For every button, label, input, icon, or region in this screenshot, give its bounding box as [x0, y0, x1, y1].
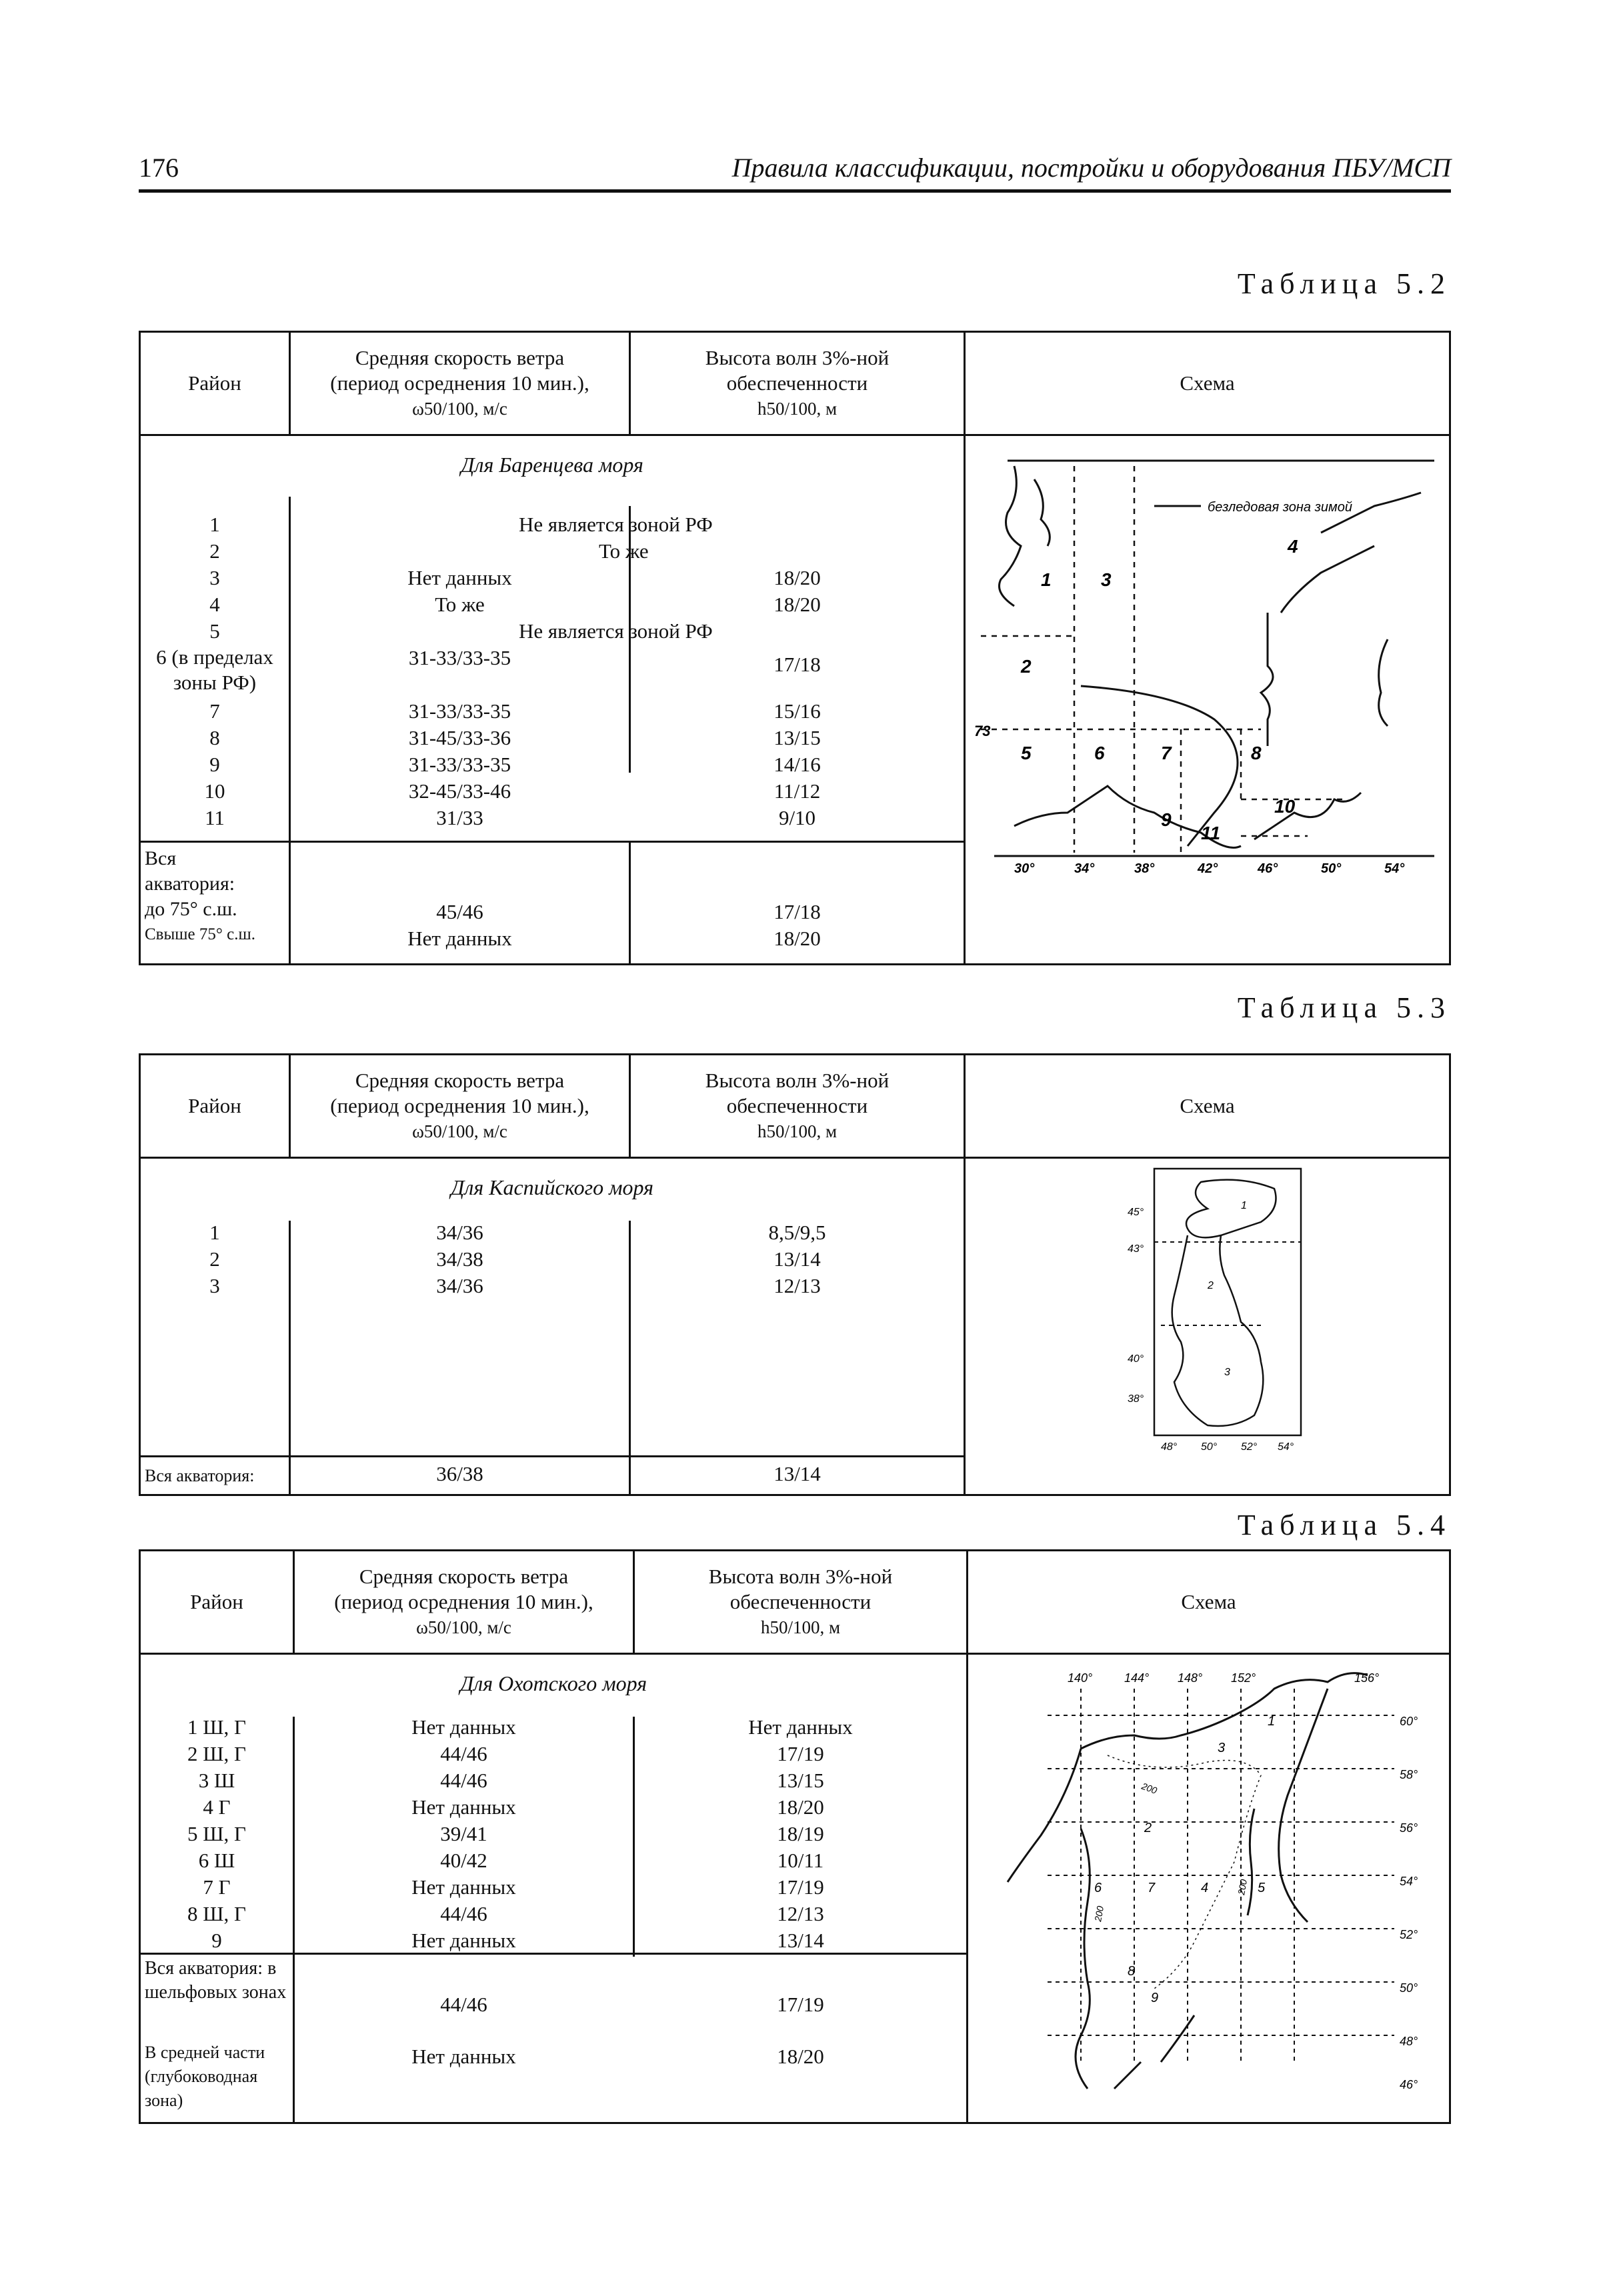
list-item: 5	[209, 619, 220, 643]
list-item: 9	[211, 1929, 222, 1952]
map-label: 2	[1144, 1821, 1152, 1835]
map-lon-label: 46°	[1258, 861, 1278, 876]
map-label: 4	[1288, 536, 1298, 557]
region-list	[141, 1714, 293, 1954]
list-item: 18/20	[773, 566, 821, 589]
list-item: 31-33/33-35	[408, 646, 511, 669]
wave-list	[631, 698, 964, 831]
list-item: 1	[209, 1221, 220, 1244]
list-item: 3	[209, 566, 220, 589]
total-deep-wind: Нет данных	[411, 2045, 516, 2068]
map-lon-label: 48°	[1161, 1441, 1178, 1453]
region-list	[141, 1219, 289, 1299]
map-lon-label: 52°	[1241, 1441, 1258, 1453]
map-label: 8	[1128, 1964, 1136, 1979]
list-item: 2	[209, 539, 220, 563]
map-label: 11	[1201, 823, 1221, 843]
map-depth-label: 200	[1236, 1878, 1250, 1896]
list-item: 15/16	[773, 699, 821, 723]
wind-list	[291, 511, 964, 565]
list-item: 12/13	[777, 1902, 824, 1925]
map-lon-label: 34°	[1074, 861, 1095, 876]
map-lat-label: 46°	[1400, 2078, 1418, 2091]
list-item: 1	[209, 513, 220, 536]
total-region: Вся акватория: до 75° с.ш. Свыше 75° с.ш.	[145, 847, 255, 943]
list-item: Нет данных	[411, 1715, 516, 1739]
list-item: 8,5/9,5	[768, 1221, 826, 1244]
list-item: 8 Ш, Г	[187, 1902, 246, 1925]
sea-title-caspian: Для Каспийского моря	[451, 1175, 653, 1199]
map-label: 5	[1258, 1881, 1266, 1895]
total-wave: 17/18 18/20	[773, 900, 821, 950]
list-item: 31-45/33-36	[408, 726, 511, 749]
list-item: Нет данных	[411, 1875, 516, 1899]
total-deep-wave: 18/20	[777, 2045, 824, 2068]
list-item: 10	[204, 779, 225, 803]
map-lon-label: 156°	[1354, 1671, 1380, 1685]
map-label: 7	[1148, 1881, 1156, 1895]
list-item: 9/10	[778, 806, 816, 829]
map-lat-label: 40°	[1128, 1353, 1144, 1365]
list-item: То же	[599, 539, 649, 563]
list-item: 12/13	[773, 1274, 821, 1297]
list-item: 4	[209, 593, 220, 616]
map-label: 1	[1241, 1200, 1247, 1211]
map-lon-label: 50°	[1321, 861, 1342, 876]
list-item: 34/36	[436, 1221, 483, 1244]
map-label: 6	[1094, 743, 1105, 763]
list-item: 6 (в пределах зоны РФ)	[156, 645, 273, 694]
map-legend: безледовая зона зимой	[1208, 500, 1352, 515]
wind-list	[291, 618, 964, 645]
table-5-2	[139, 331, 1451, 965]
map-label: 1	[1268, 1714, 1276, 1729]
list-item: 7	[209, 699, 220, 723]
map-lon-label: 42°	[1198, 861, 1218, 876]
total-region: Вся акватория:	[145, 1466, 255, 1485]
list-item: 9	[209, 753, 220, 776]
map-lon-label: 144°	[1124, 1671, 1150, 1685]
list-item: То же	[435, 593, 485, 616]
map-lon-label: 38°	[1134, 861, 1155, 876]
map-lon-label: 50°	[1201, 1441, 1218, 1453]
list-item: 13/14	[773, 1247, 821, 1271]
col-wave-header: Высота волн 3%-ной обеспеченности h50/100, м	[705, 346, 890, 419]
list-item: 17/19	[777, 1875, 824, 1899]
wave-list	[635, 1714, 966, 1954]
sea-title-barents: Для Баренцева моря	[461, 453, 643, 477]
map-label: 7	[1161, 743, 1172, 763]
list-item: 31-33/33-35	[408, 699, 511, 723]
list-item: 13/14	[777, 1929, 824, 1952]
map-lat-label: 52°	[1400, 1928, 1418, 1941]
list-item: Не является зоной РФ	[519, 513, 713, 536]
list-item: Нет данных	[411, 1929, 516, 1952]
map-lat-label: 54°	[1400, 1875, 1418, 1888]
total-wind: 36/38	[436, 1462, 483, 1485]
list-item: 13/15	[773, 726, 821, 749]
list-item: 3	[209, 1274, 220, 1297]
map-depth-label: 200	[1092, 1905, 1106, 1923]
total-shelf-region: Вся акватория: в шельфовых зонах	[145, 1958, 287, 2003]
list-item: 4 Г	[203, 1795, 231, 1819]
wave-list	[631, 1219, 964, 1299]
total-shelf-wave: 17/19	[777, 1993, 824, 2016]
table-5-4	[139, 1549, 1451, 2124]
col-wind-header: Средняя скорость ветра (период осреднения 10 мин.), ω50/100, м/с	[334, 1565, 593, 1637]
map-lat-label: 58°	[1400, 1768, 1418, 1781]
map-label: 8	[1251, 743, 1262, 763]
list-item: 7 Г	[203, 1875, 231, 1899]
map-depth-label: 200	[1140, 1780, 1159, 1796]
map-label: 9	[1151, 1991, 1159, 2005]
list-item: 32-45/33-46	[408, 779, 511, 803]
map-label: 3	[1218, 1741, 1226, 1755]
list-item: 17/18	[773, 653, 821, 676]
map-label: 5	[1021, 743, 1032, 763]
table-5-3	[139, 1053, 1451, 1496]
caspian-sea-map	[1108, 1162, 1308, 1455]
col-region-header: Район	[188, 371, 241, 395]
map-lat-label: 43°	[1128, 1243, 1144, 1255]
list-item: 31/33	[436, 806, 483, 829]
list-item: 1 Ш, Г	[187, 1715, 246, 1739]
col-wind-header: Средняя скорость ветра (период осреднения 10 мин.), ω50/100, м/с	[330, 1069, 589, 1141]
list-item: 11/12	[773, 779, 821, 803]
col-region-header: Район	[188, 1094, 241, 1117]
table-5-3-caption: Таблица 5.3	[1237, 991, 1451, 1024]
list-item: 44/46	[440, 1769, 487, 1792]
col-scheme-header: Схема	[1180, 371, 1235, 395]
list-item: 31-33/33-35	[408, 753, 511, 776]
map-label: 6	[1094, 1881, 1102, 1895]
map-label: 9	[1161, 809, 1172, 830]
col-scheme-header: Схема	[1180, 1094, 1235, 1117]
wind-list	[295, 1714, 633, 1954]
col-wave-header: Высота волн 3%-ной обеспеченности h50/100, м	[705, 1069, 890, 1141]
list-item: Не является зоной РФ	[519, 619, 713, 643]
col-scheme-header: Схема	[1181, 1590, 1236, 1613]
map-lat-label: 45°	[1128, 1207, 1144, 1218]
list-item: Нет данных	[411, 1795, 516, 1819]
map-label: 3	[1101, 569, 1112, 590]
page-header	[139, 152, 1451, 193]
page-number: 176	[139, 153, 179, 183]
list-item: 34/36	[436, 1274, 483, 1297]
map-lon-label: 54°	[1278, 1441, 1294, 1453]
list-item: 2 Ш, Г	[187, 1742, 246, 1765]
map-lat-label: 50°	[1400, 1981, 1418, 1995]
table-5-2-caption: Таблица 5.2	[1237, 267, 1451, 300]
wind-list	[291, 565, 629, 618]
total-shelf-wind: 44/46	[440, 1993, 487, 2016]
map-label: 2	[1208, 1280, 1214, 1291]
col-wave-header: Высота волн 3%-ной обеспеченности h50/100, м	[708, 1565, 893, 1637]
list-item: 13/15	[777, 1769, 824, 1792]
total-wave: 13/14	[773, 1462, 821, 1485]
list-item: Нет данных	[748, 1715, 853, 1739]
list-item: 11	[205, 806, 225, 829]
map-label: 2	[1021, 656, 1032, 677]
map-lat-label: 56°	[1400, 1821, 1418, 1835]
total-deep-region: В средней части (глубоководная зона)	[145, 2043, 265, 2110]
list-item: Нет данных	[407, 566, 512, 589]
list-item: 40/42	[440, 1849, 487, 1872]
map-lon-label: 54°	[1384, 861, 1405, 876]
list-item: 18/19	[777, 1822, 824, 1845]
col-wind-header: Средняя скорость ветра (период осреднения 10 мин.), ω50/100, м/с	[330, 346, 589, 419]
list-item: 5 Ш, Г	[187, 1822, 246, 1845]
map-lon-label: 140°	[1068, 1671, 1093, 1685]
map-lat-label: 73	[974, 723, 991, 739]
wind-list	[291, 645, 629, 671]
map-lat-label: 60°	[1400, 1715, 1418, 1728]
list-item: 8	[209, 726, 220, 749]
list-item: 2	[209, 1247, 220, 1271]
wind-list	[291, 698, 629, 831]
map-label: 3	[1224, 1367, 1230, 1378]
map-lat-label: 48°	[1400, 2035, 1418, 2048]
total-wind: 45/46 Нет данных	[407, 900, 512, 950]
map-label: 10	[1274, 796, 1296, 817]
wind-list	[291, 1219, 629, 1299]
table-5-4-caption: Таблица 5.4	[1237, 1509, 1451, 1541]
map-lon-label: 148°	[1178, 1671, 1203, 1685]
running-title: Правила классификации, постройки и оборудования ПБУ/МСП	[731, 153, 1451, 183]
list-item: 44/46	[440, 1742, 487, 1765]
list-item: 18/20	[773, 593, 821, 616]
list-item: 3 Ш	[198, 1769, 235, 1792]
region-list	[141, 511, 289, 831]
wave-list	[631, 565, 964, 618]
map-label: 1	[1041, 569, 1052, 590]
map-lon-label: 30°	[1014, 861, 1035, 876]
list-item: 34/38	[436, 1247, 483, 1271]
map-label: 4	[1201, 1881, 1209, 1895]
list-item: 44/46	[440, 1902, 487, 1925]
list-item: 39/41	[440, 1822, 487, 1845]
okhotsk-sea-map	[994, 1662, 1421, 2115]
col-region-header: Район	[190, 1590, 243, 1613]
list-item: 18/20	[777, 1795, 824, 1819]
list-item: 17/19	[777, 1742, 824, 1765]
list-item: 10/11	[777, 1849, 824, 1872]
sea-title-okhotsk: Для Охотского моря	[459, 1671, 647, 1695]
barents-sea-map	[974, 453, 1441, 879]
map-lat-label: 38°	[1128, 1393, 1144, 1405]
wave-list	[631, 651, 964, 678]
list-item: 14/16	[773, 753, 821, 776]
map-lon-label: 152°	[1231, 1671, 1256, 1685]
list-item: 6 Ш	[198, 1849, 235, 1872]
